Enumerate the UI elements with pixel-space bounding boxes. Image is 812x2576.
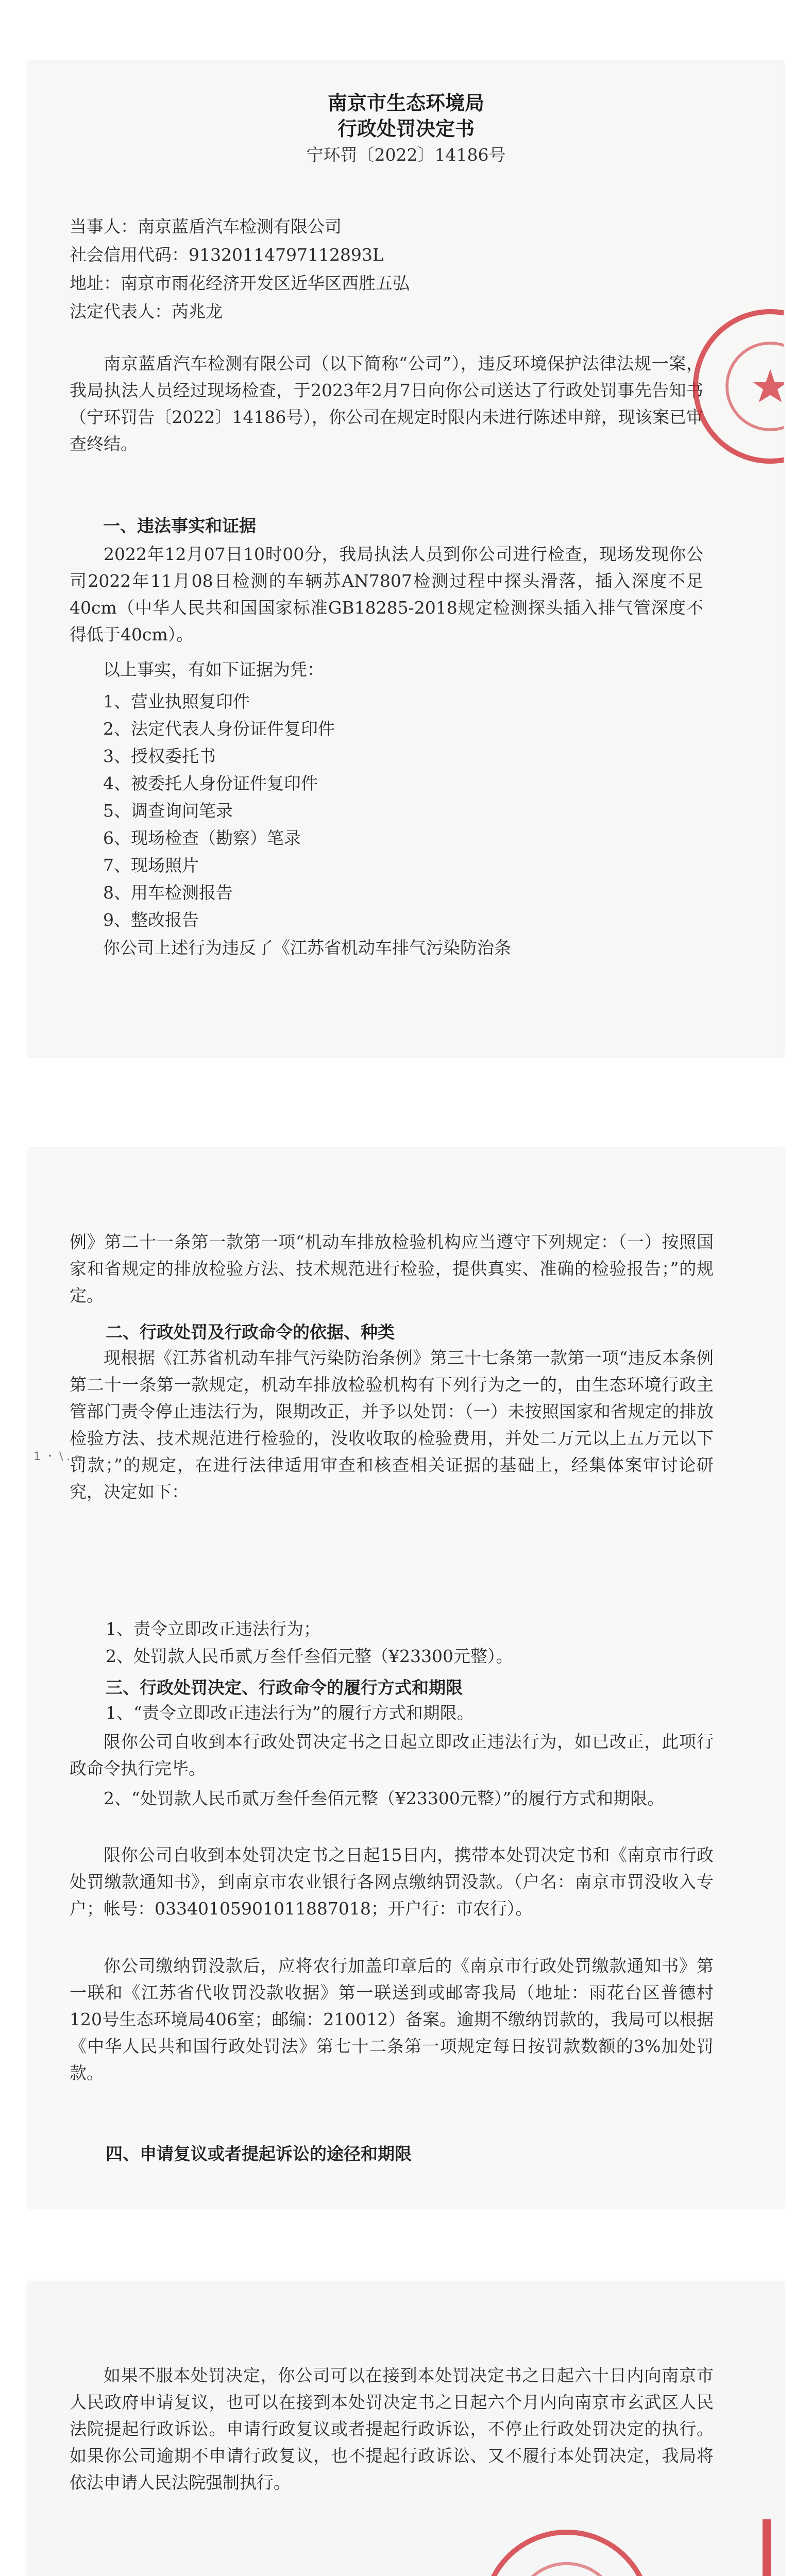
evidence-item: 7、现场照片 bbox=[103, 855, 199, 875]
decision-item: 1、责令立即改正违法行为； bbox=[106, 1619, 320, 1639]
evidence-item: 4、被委托人身份证件复印件 bbox=[103, 773, 318, 793]
section-2-heading: 二、行政处罚及行政命令的依据、种类 bbox=[106, 1322, 395, 1342]
intro-paragraph: 南京蓝盾汽车检测有限公司（以下简称“公司”），违反环境保护法律法规一案，我局执法人员经过现场检查，于2023年2月7日向你公司送达了行政处罚事先告知书（宁环罚告〔2022〕14186号），你公司在规定时限内未进行陈述申辩，现该案已审查终结。 bbox=[70, 353, 703, 454]
evidence-item: 2、法定代表人身份证件复印件 bbox=[103, 719, 335, 739]
evidence-item: 9、整改报告 bbox=[103, 910, 199, 930]
evidence-item: 1、营业执照复印件 bbox=[103, 691, 250, 711]
evidence-item: 8、用车检测报告 bbox=[103, 883, 233, 903]
evidence-item: 5、调查询问笔录 bbox=[103, 801, 233, 821]
official-seal bbox=[482, 2530, 652, 2576]
evidence-list bbox=[103, 688, 335, 934]
credit-code-line bbox=[70, 245, 384, 265]
document-page-3 bbox=[28, 2282, 784, 2576]
issuer-title: 南京市生态环境局 bbox=[327, 92, 484, 114]
decision-item: 2、处罚款人民币贰万叁仟叁佰元整（¥23300元整）。 bbox=[106, 1646, 513, 1666]
seal-graphic bbox=[698, 314, 784, 459]
legal-rep-line bbox=[70, 301, 223, 322]
seal-graphic bbox=[487, 2535, 647, 2576]
section-1-heading: 一、违法事实和证据 bbox=[103, 516, 256, 536]
evidence-item: 6、现场检查（勘察）笔录 bbox=[103, 828, 301, 848]
official-seal-partial bbox=[693, 309, 784, 464]
address-line bbox=[70, 273, 410, 294]
facts-paragraph: 2022年12月07日10时00分，我局执法人员到你公司进行检查，现场发现你公司2022年11月08日检测的车辆苏AN7807检测过程中探头滑落，插入深度不足40cm（中华人民共和国国家标准GB18285-2018规定检测探头插入排气管深度不得低于40cm）。 bbox=[70, 544, 703, 645]
section-4-heading: 四、申请复议或者提起诉讼的途径和期限 bbox=[106, 2144, 412, 2164]
legal-basis-paragraph: 现根据《江苏省机动车排气污染防治条例》第三十七条第一款第一项“违反本条例第二十一条第一款规定，机动车排放检验机构有下列行为之一的，由生态环境行政主管部门责令停止违法行为，限期改正，并予以处罚：（一）未按照国家和省规定的排放检验方法、技术规范进行检验的，没收收取的检验费用，并处二万元以上五万元以下罚款；”的规定，在进行法律适用审查和核查相关证据的基础上，经集体案审讨论研究，决定如下： bbox=[70, 1348, 714, 1502]
item-2-body: 限你公司自收到本处罚决定书之日起15日内，携带本处罚决定书和《南京市行政处罚缴款通知书》，到南京市农业银行各网点缴纳罚没款。（户名：南京市罚没收入专户；帐号：03340105901011887018；开户行：市农行）。 bbox=[70, 1845, 714, 1919]
violation-start: 你公司上述行为违反了《江苏省机动车排气污染防治条 bbox=[103, 938, 511, 958]
party-label: 当事人： bbox=[70, 216, 138, 236]
document-number: 宁环罚〔2022〕14186号 bbox=[306, 145, 506, 165]
item-2-title: 2、“处罚款人民币贰万叁仟叁佰元整（¥23300元整）”的履行方式和期限。 bbox=[104, 1788, 665, 1808]
document-page-1 bbox=[28, 62, 784, 1056]
seal-edge-mark bbox=[763, 2519, 771, 2576]
item-1-body: 限你公司自收到本行政处罚决定书之日起立即改正违法行为，如已改正，此项行政命令执行完毕。 bbox=[70, 1732, 714, 1778]
party-value: 南京蓝盾汽车检测有限公司 bbox=[138, 216, 342, 236]
legal-rep-label: 法定代表人： bbox=[70, 301, 172, 321]
party-line bbox=[70, 216, 342, 237]
address-value: 南京市雨花经济开发区近华区西胜五弘 bbox=[121, 273, 410, 293]
item-1-title: 1、“责令立即改正违法行为”的履行方式和期限。 bbox=[106, 1703, 474, 1723]
evidence-intro: 以上事实，有如下证据为凭： bbox=[103, 659, 324, 680]
evidence-item: 3、授权委托书 bbox=[103, 746, 216, 766]
violation-continued: 例》第二十一条第一款第一项“机动车排放检验机构应当遵守下列规定：（一）按照国家和省规定的排放检验方法、技术规范进行检验，提供真实、准确的检验报告；”的规定。 bbox=[70, 1232, 714, 1306]
credit-code-label: 社会信用代码： bbox=[70, 245, 189, 265]
legal-rep-value: 芮兆龙 bbox=[172, 301, 223, 321]
credit-code-value: 91320114797112893L bbox=[189, 245, 384, 265]
payment-note: 你公司缴纳罚没款后，应将农行加盖印章后的《南京市行政处罚缴款通知书》第一联和《江苏省代收罚没款收据》第一联送到或邮寄我局（地址：雨花台区普德村120号生态环境局406室；邮编：210012）备案。逾期不缴纳罚款的，我局可以根据《中华人民共和国行政处罚法》第七十二条第一项规定每日按罚款数额的3%加处罚款。 bbox=[70, 1956, 714, 2083]
document-page-2 bbox=[28, 1149, 784, 2208]
decision-list bbox=[106, 1615, 513, 1670]
document-title: 行政处罚决定书 bbox=[337, 117, 475, 140]
address-label: 地址： bbox=[70, 273, 121, 293]
document-header bbox=[28, 90, 784, 166]
margin-scribble: 1 ・ \ . ~ bbox=[33, 1450, 83, 1463]
remedy-paragraph: 如果不服本处罚决定，你公司可以在接到本处罚决定书之日起六十日内向南京市人民政府申请复议，也可以在接到本处罚决定书之日起六个月内向南京市玄武区人民法院提起行政诉讼。申请行政复议或者提起行政诉讼，不停止行政处罚决定的执行。如果你公司逾期不申请行政复议，也不提起行政诉讼、又不履行本处罚决定，我局将依法申请人民法院强制执行。 bbox=[70, 2365, 714, 2493]
section-3-heading: 三、行政处罚决定、行政命令的履行方式和期限 bbox=[106, 1677, 463, 1698]
